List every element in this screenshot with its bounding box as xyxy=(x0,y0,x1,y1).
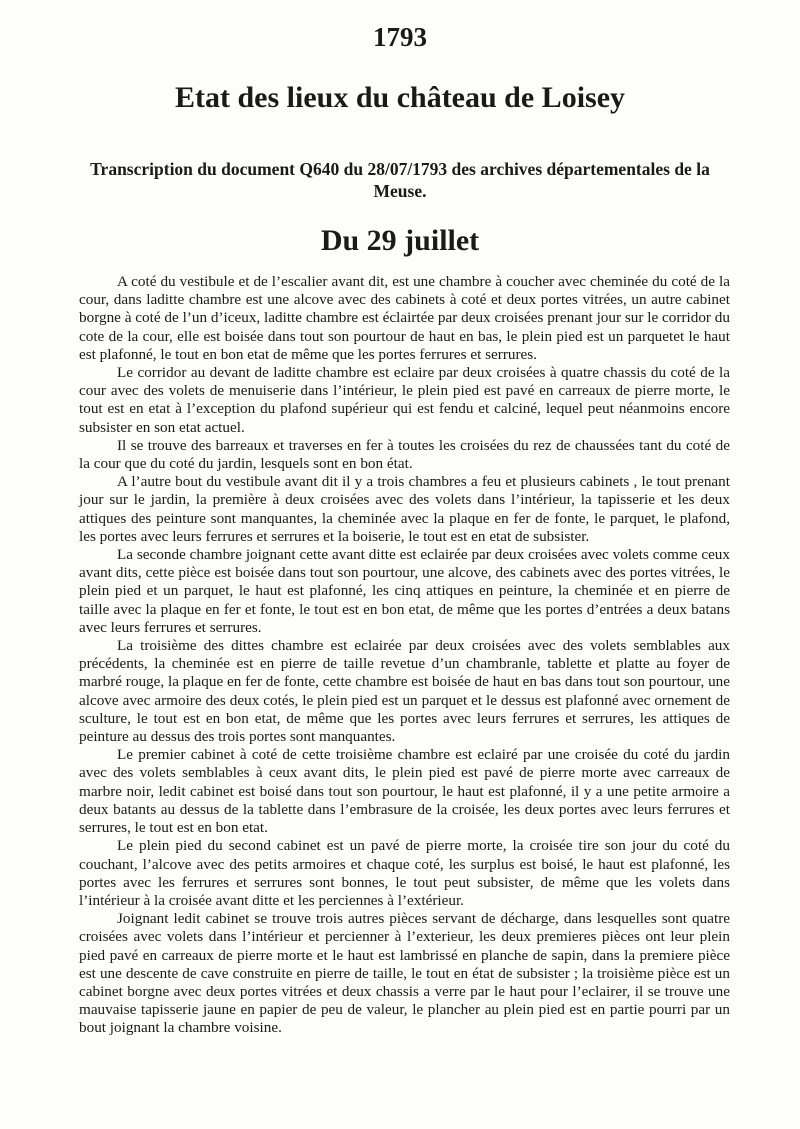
paragraph-second-cabinet: Le plein pied du second cabinet est un pavé de pierre morte, la croisée tire son jour du coté du couchant, l’alcove avec des petits armoires et chaque coté, les surplus est boisé, le haut est plafonné, les portes avec les ferrures et serrures sont bonnes, le tout peut subsister, de même que les volets dans l’intérieur à la croisée avant ditte et les perciennes à l’extérieur. xyxy=(79,837,730,909)
document-subtitle: Transcription du document Q640 du 28/07/1793 des archives départementales de la Meuse. xyxy=(90,159,710,201)
paragraph-seconde-chambre: La seconde chambre joignant cette avant ditte est eclairée par deux croisées avec volets comme ceux avant dits, cette pièce est boisée dans tout son pourtour, une alcove, des cabinets avec des portes vitrées, le plein pied et un parquet, le haut est plafonné, les cinq attiques en peinture, la cheminée et en pierre de taille avec la plaque en fer et fonte, le tout est en bon etat, de même que les portes d’entrées a deux batans avec leurs ferrures et serrures. xyxy=(79,546,730,636)
document-year: 1793 xyxy=(373,22,427,52)
paragraph-vestibule-chambre: A coté du vestibule et de l’escalier avant dit, est une chambre à coucher avec cheminée du coté de la cour, dans laditte chambre est une alcove avec des cabinets à coté et deux portes vitrées, un autre cabinet borgne à coté de l’un d’iceux, laditte chambre est éclairtée par deux croisées prenant jour sur le corridor du cote de la cour, elle est boisée dans tout son pourtour de haut en bas, le plein pied est un parquetet le haut est plafonné, le tout en bon etat de même que les portes ferrures et serrures. xyxy=(79,273,730,363)
paragraph-trois-chambres: A l’autre bout du vestibule avant dit il y a trois chambres a feu et plusieurs cabinets , le tout prenant jour sur le jardin, la première à deux croisées avec des volets dans l’intérieur, la tapisserie et les deux attiques des peinture sont manquantes, la cheminée avec la plaque en fer de fonte, le parquet, le plafond, les portes avec leurs ferrures et serrures et la boiserie, le tout est en etat de subsister. xyxy=(79,473,730,545)
paragraph-premier-cabinet: Le premier cabinet à coté de cette troisième chambre est eclairé par une croisée du coté du jardin avec des volets semblables à ceux avant dits, le plein pied est pavé de pierre morte avec carreaux de marbre noir, ledit cabinet est boisé dans tout son pourtour, le haut est plafonné, il y a une petite armoire a deux batants au dessus de la tablette dans l’embrasure de la croisée, les deux portes avec leurs ferrures et serrures, le tout est en bon etat. xyxy=(79,746,730,837)
paragraph-troisieme-chambre: La troisième des dittes chambre est eclairée par deux croisées avec des volets semblables aux précédents, la cheminée est en pierre de taille revetue d’un chambranle, tablette et platte au foyer de marbré rouge, la plaque en fer de fonte, cette chambre est boisée de haut en bas dans tout son pourtour, une alcove avec armoire des deux cotés, le plein pied est un parquet et le dessus est plafonné avec ornement de sculture, le tout est en bon etat, de même que les portes avec leurs ferrures et serrures, les attiques de peinture au dessus des trois portes sont manquantes. xyxy=(79,637,730,746)
paragraph-pieces-decharge: Joignant ledit cabinet se trouve trois autres pièces servant de décharge, dans lesquelles sont quatre croisées avec volets dans l’intérieur et percienner à l’exterieur, les deux premieres pièces ont leur plein pied pavé en carreaux de pierre morte et le haut est lambrissé en planche de sapin, dans la premiere pièce est une descente de cave construite en pierre de taille, le tout en état de subsister ; la troisième pièce est un cabinet borgne avec deux portes vitrées et deux chassis a verre par le haut pour l’eclairer, il se trouve une mauvaise tapisserie jaune en papier de peu de valeur, le plancher au plein pied est en partie pourri par un bout joignant la chambre voisine. xyxy=(79,910,730,1037)
paragraph-barreaux: Il se trouve des barreaux et traverses en fer à toutes les croisées du rez de chaussées tant du coté de la cour que du coté du jardin, lesquels sont en bon état. xyxy=(79,436,730,473)
date-heading: Du 29 juillet xyxy=(320,224,480,257)
document-title: Etat des lieux du château de Loisey xyxy=(174,81,626,114)
paragraph-corridor: Le corridor au devant de laditte chambre est eclaire par deux croisées à quatre chassis du coté de la cour avec des volets de menuiserie dans l’intérieur, le plein pied est pavé en carreaux de pierre morte, le tout est en etat à l’exception du plafond supérieur qui est fendu et calciné, lequel peut néanmoins encore subsister en son etat actuel. xyxy=(79,364,730,436)
document-body xyxy=(79,273,730,1038)
